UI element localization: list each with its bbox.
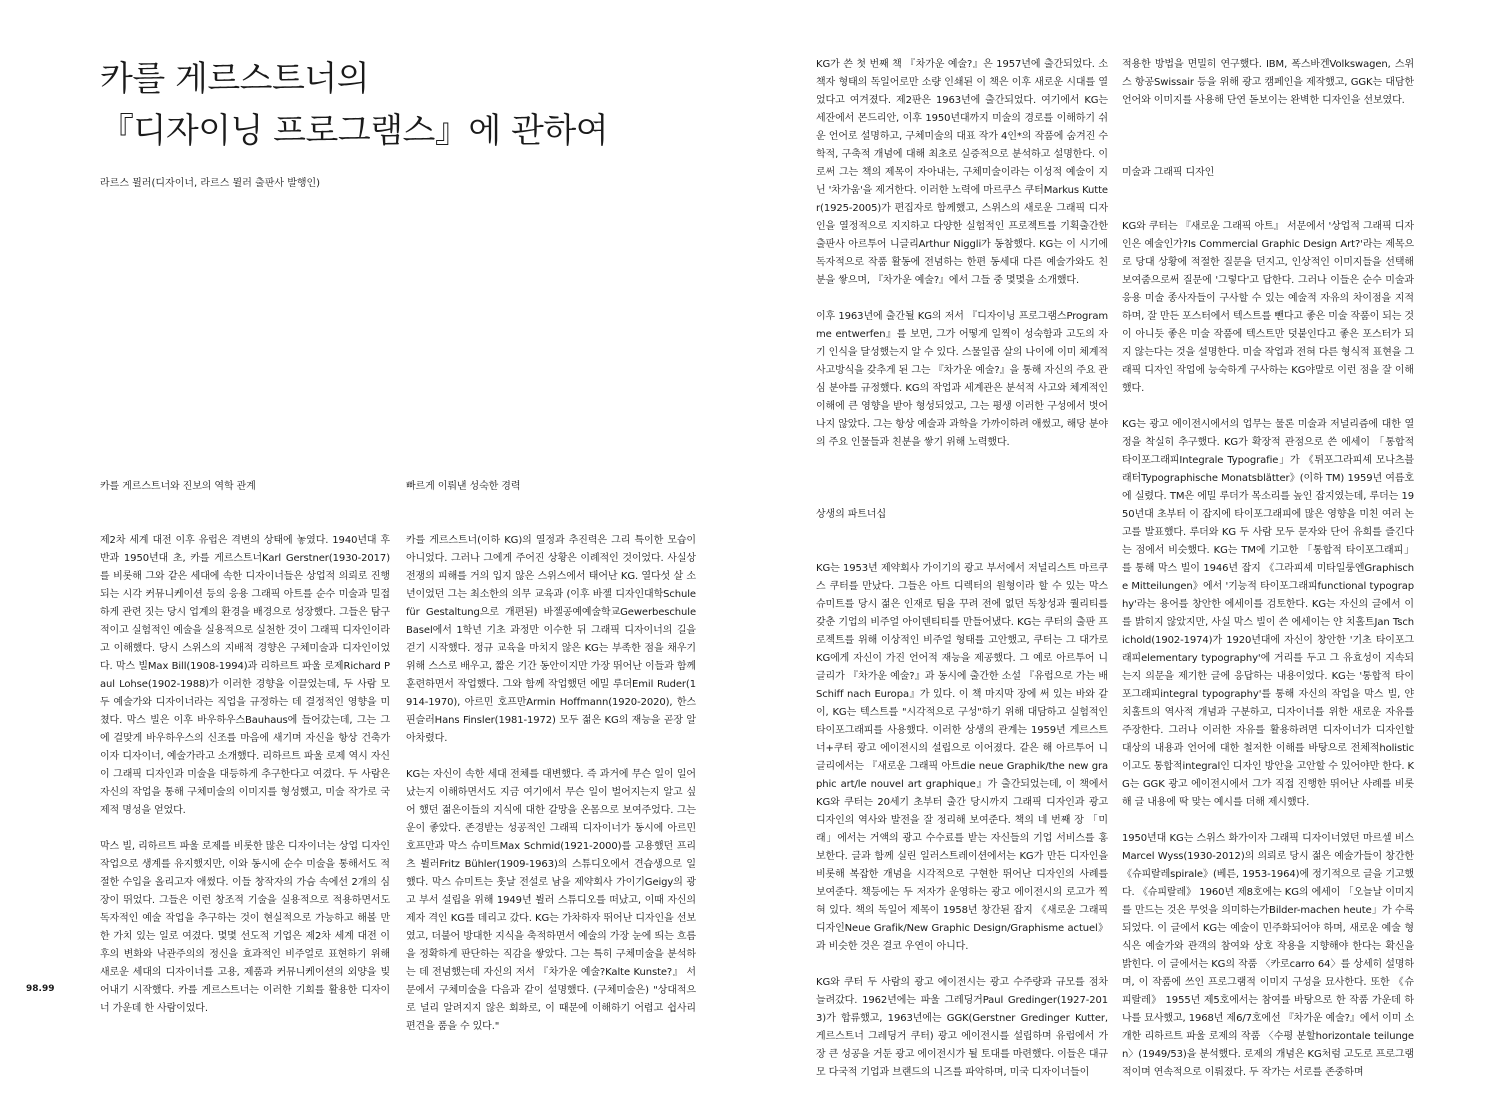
paragraph: 카를 게르스트너(이하 KG)의 열정과 추진력은 그리 특이한 모습이 아니었다. 그러나 그에게 주어진 상황은 이례적인 것이었다. 사실상 전쟁의 피해를 거의 입지 않은 스위스에서 태어난 KG. 열다섯 살 소년이었던 그는 최소한의 의무 교육과 (이후 바젤 디자인대학Schule für Gestaltung으로 개편된) 바젤공예예술학교Gewerbeschule Basel에서 1학년 기초 과정만 이수한 뒤 그래픽 디자이너의 길을 걷기 시작했다. 정규 교육을 마치지 않은 KG는 부족한 점을 채우기 위해 스스로 배우고, 짧은 기간 동안이지만 가장 뛰어난 이들과 함께 훈련하면서 작업했다. 그와 함께 작업했던 에밀 루더Emil Ruder(1914-1970), 아르민 호프만Armin Hoffmann(1920-2020), 한스 핀슬러Hans Finsler(1981-1972) 모두 젊은 KG의 재능을 곧장 알아차렸다. (406, 535, 696, 744)
section-heading: 빠르게 이뤄낸 성숙한 경력 (406, 481, 521, 492)
author-byline: 라르스 뮐러(디자이너, 라르스 뮐러 출판사 발행인) (100, 178, 321, 189)
paragraph: 막스 빌, 리하르트 파울 로제를 비롯한 많은 디자이너는 상업 디자인 작업으로 생계를 유지했지만, 이와 동시에 순수 미술을 통해서도 적절한 수입을 올리고자 애썼다. 이들 창작자의 가슴 속에선 2개의 심장이 뛰었다. 그들은 이런 창조적 기술을 실용적으로 적용하면서도 독자적인 예술 작업을 추구하는 것이 현실적으로 가능하고 해볼 만한 가치 있는 일로 여겼다. 몇몇 선도적 기업은 제2차 세계 대전 이후의 변화와 낙관주의의 정신을 효과적인 비주얼로 표현하기 위해 새로운 세대의 디자이너를 고용, 제품과 커뮤니케이션의 외양을 빚어내기 시작했다. 카를 게르스트너는 이러한 기회를 활용한 디자이너 가운데 한 사람이었다. (100, 841, 390, 1014)
paragraph: KG가 쓴 첫 번째 책 『차가운 예술?』은 1957년에 출간되었다. 소책자 형태의 독일어로만 소량 인쇄된 이 책은 이후 새로운 시대를 열었다고 여겨졌다. 제2판은 1963년에 출간되었다. 여기에서 KG는 세잔에서 몬드리안, 이후 1950년대까지 미술의 경로를 이해하기 쉬운 언어로 설명하고, 구체미술의 대표 작가 4인*의 작품에 숨겨진 수학적, 구축적 개념에 대해 최초로 실증적으로 분석하고 설명한다. 이로써 그는 책의 제목이 자아내는, 구체미술이라는 이성적 예술이 지닌 '차가움'을 제거한다. 이러한 노력에 마르쿠스 쿠터Markus Kutter(1925-2005)가 편집자로 함께했고, 스위스의 새로운 그래픽 디자인을 열정적으로 지지하고 다양한 실험적인 프로젝트를 기획출간한 출판사 아르투어 니글리Arthur Niggli가 동참했다. KG는 이 시기에 독자적으로 작품 활동에 전념하는 한편 동세대 다른 예술가와도 친분을 쌓으며, 『차가운 예술?』에서 그들 중 몇몇을 소개했다. (816, 59, 1108, 286)
paragraph: KG와 쿠터는 『새로운 그래픽 아트』 서문에서 '상업적 그래픽 디자인은 예술인가?Is Commercial Graphic Design Art?'라는 제목으로 당대 상황에 적절한 질문을 던지고, 인상적인 이미지들을 선택해 보여줌으로써 질문에 '그렇다'고 답한다. 그러나 이들은 순수 미술과 응용 미술 종사자들이 구사할 수 있는 예술적 자유의 차이점을 지적하며, 잘 만든 포스터에서 텍스트를 뺀다고 좋은 미술 작품이 되는 것이 아니듯 좋은 미술 작품에 텍스트만 덧붙인다고 좋은 포스터가 되지 않는다는 것을 설명한다. 미술 작업과 전혀 다른 형식적 표현을 그래픽 디자인 작업에 능숙하게 구사하는 KG야말로 이런 점을 잘 이해했다. (1122, 221, 1414, 394)
page-title (100, 53, 780, 157)
column-2 (406, 478, 696, 1054)
column-4 (1122, 56, 1414, 1100)
column-1 (100, 478, 390, 1036)
paragraph: KG와 쿠터 두 사람의 광고 에이전시는 광고 수주량과 규모를 점차 늘려갔다. 1962년에는 파울 그레딩거Paul Gredinger(1927-2013)가 합류했고, 1963년에는 GGK(Gerstner Gredinger Kutter, 게르스트너 그레딩거 쿠터) 광고 에이전시를 설립하며 유럽에서 가장 큰 성공을 거둔 광고 에이전시가 될 토대를 마련했다. 이들은 대규모 다국적 기업과 브랜드의 니즈를 파악하며, 미국 디자이너들이 (816, 977, 1108, 1078)
page-number: 98.99 (26, 984, 55, 994)
section-heading: 미술과 그래픽 디자인 (1122, 167, 1215, 178)
title-line-1: 카를 게르스트너의 (100, 59, 370, 99)
paragraph: 1950년대 KG는 스위스 화가이자 그래픽 디자이너였던 마르셀 비스Marcel Wyss(1930-2012)의 의뢰로 당시 젊은 예술가들이 창간한 《슈피랄레spirale》(베른, 1953-1964)에 정기적으로 글을 기고했다. 《슈피랄레》 1960년 제8호에는 KG의 에세이 「오늘날 이미지를 만드는 것은 무엇을 의미하는가Bilder-machen heute」가 수록되었다. 이 글에서 KG는 예술이 민주화되어야 하며, 새로운 예술 형식은 예술가와 관객의 참여와 상호 작용을 지향해야 한다는 확신을 밝힌다. 이 글에서는 KG의 작품 〈카로carro 64〉를 상세히 설명하며, 이 작품에 쓰인 프로그램적 이미지 구성을 묘사한다. 또한 《슈피랄레》 1955년 제5호에서는 참여를 바탕으로 한 작품 가운데 하나를 묘사했고, 1968년 제6/7호에선 『차가운 예술?』에서 이미 소개한 리하르트 파울 로제의 작품 〈수평 분할horizontale teilungen〉(1949/53)을 분석했다. 로제의 개념은 KG처럼 고도로 프로그램적이며 연속적으로 이뤄졌다. 두 작가는 서로를 존중하며 (1122, 833, 1414, 1078)
paragraph: KG는 1953년 제약회사 가이기의 광고 부서에서 저널리스트 마르쿠스 쿠터를 만났다. 그들은 아트 디렉터의 원형이라 할 수 있는 막스 슈미트를 당시 젊은 인재로 팀을 꾸려 전에 없던 독창성과 퀄리티를 갖춘 기업의 비주얼 아이덴티티를 만들어냈다. KG는 쿠터의 출판 프로젝트를 위해 이상적인 비주얼 형태를 고안했고, 쿠터는 그 대가로 KG에게 자신이 가진 언어적 재능을 제공했다. 그 예로 아르투어 니글리가 『차가운 예술?』과 동시에 출간한 소설 『유럽으로 가는 배Schiff nach Europa』가 있다. 이 책 마지막 장에 써 있는 바와 같이, KG는 텍스트를 "시각적으로 구성"하기 위해 대담하고 실험적인 타이포그래피를 사용했다. 이러한 상생의 관계는 1959년 게르스트너+쿠터 광고 에이전시의 설립으로 이어졌다. 같은 해 아르투어 니글리에서는 『새로운 그래픽 아트die neue Graphik/the new graphic art/le nouvel art graphique』가 출간되었는데, 이 책에서 KG와 쿠터는 20세기 초부터 출간 당시까지 그래픽 디자인과 광고 디자인의 역사와 발전을 잘 정리해 보여준다. 책의 네 번째 장 「미래」에서는 거액의 광고 수수료를 받는 자신들의 기업 서비스를 홍보한다. 글과 함께 실린 일러스트레이션에서는 KG가 만든 디자인을 비롯해 복잡한 개념을 시각적으로 구현한 뛰어난 디자인의 사례를 보여준다. 책등에는 두 저자가 운영하는 광고 에이전시의 로고가 찍혀 있다. 책의 독일어 제목이 1958년 창간된 잡지 《새로운 그래픽 디자인Neue Grafik/New Graphic Design/Graphisme actuel》과 비슷한 것은 결코 우연이 아니다. (816, 563, 1108, 952)
paragraph: KG는 자신이 속한 세대 전체를 대변했다. 즉 과거에 무슨 일이 일어났는지 이해하면서도 지금 여기에서 무슨 일이 벌어지는지 알고 싶어 했던 젊은이들의 지식에 대한 갈망을 온몸으로 보여주었다. 그는 운이 좋았다. 존경받는 성공적인 그래픽 디자이너가 동시에 아르민 호프만과 막스 슈미트Max Schmid(1921-2000)를 고용했던 프리츠 뷜러Fritz Bühler(1909-1963)의 스튜디오에서 견습생으로 일했다. 막스 슈미트는 훗날 전설로 남을 제약회사 가이기Geigy의 광고 부서 설립을 위해 1949년 뷜러 스튜디오를 떠났고, 이때 자신의 제자 격인 KG를 데리고 갔다. KG는 가차하자 뛰어난 디자인을 선보였고, 더불어 방대한 지식을 축적하면서 예술의 가장 눈에 띄는 흐름을 정확하게 판단하는 직감을 쌓았다. 그는 특히 구체미술을 분석하는 데 전념했는데 자신의 저서 『차가운 예술?Kalte Kunste?』 서문에서 구체미술을 다음과 같이 설명했다. (구체미술은) "상대적으로 널리 알려지지 않은 회화로, 이 때문에 이해하기 어렵고 쉽사리 편견을 품을 수 있다." (406, 769, 696, 1032)
section-heading: 카를 게르스트너와 진보의 역학 관계 (100, 481, 256, 492)
paragraph: 제2차 세계 대전 이후 유럽은 격변의 상태에 놓였다. 1940년대 후반과 1950년대 초, 카를 게르스트너Karl Gerstner(1930-2017)를 비롯해 그와 같은 세대에 속한 디자이너들은 상업적 의뢰로 진행되는 시각 커뮤니케이션 등의 응용 그래픽 아트를 순수 미술과 밀접하게 관련 짓는 당시 업계의 환경을 배경으로 성장했다. 그들은 탐구적이고 실험적인 예술을 실용적으로 실천한 것이 그래픽 디자인이라고 이해했다. 당시 스위스의 지배적 경향은 구체미술과 디자인이었다. 막스 빌Max Bill(1908-1994)과 리하르트 파울 로제Richard Paul Lohse(1902-1988)가 이러한 경향을 이끌었는데, 두 사람 모두 예술가와 디자이너라는 직업을 규정하는 데 결정적인 영향을 미쳤다. 막스 빌은 이후 바우하우스Bauhaus에 들어갔는데, 그는 그에 걸맞게 바우하우스의 신조를 마음에 새기며 자신을 항상 건축가이자 디자이너, 예술가라고 소개했다. 리하르트 파울 로제 역시 자신이 그래픽 디자인과 미술을 대등하게 추구한다고 여겼다. 두 사람은 자신의 작업을 통해 구체미술의 이미지를 형성했고, 미술 작가로 국제적 명성을 얻었다. (100, 535, 390, 816)
column-3 (816, 56, 1108, 1100)
title-line-2: 『디자이닝 프로그램스』에 관하여 (100, 111, 609, 151)
paragraph: 적용한 방법을 면밀히 연구했다. IBM, 폭스바겐Volkswagen, 스위스 항공Swissair 등을 위해 광고 캠페인을 제작했고, GGK는 대담한 언어와 이미지를 사용해 단연 돋보이는 완벽한 디자인을 선보였다. (1122, 59, 1414, 106)
paragraph: 이후 1963년에 출간될 KG의 저서 『디자이닝 프로그램스Programme entwerfen』를 보면, 그가 어떻게 일찍이 성숙함과 고도의 자기 인식을 달성했는지 알 수 있다. 스물일곱 살의 나이에 이미 체계적 사고방식을 갖추게 된 그는 『차가운 예술?』을 통해 자신의 주요 관심 분야를 규정했다. KG의 작업과 세계관은 분석적 사고와 체계적인 이해에 큰 영향을 받아 형성되었고, 그는 평생 이러한 구성에서 벗어나지 않았다. 그는 항상 예술과 과학을 가까이하려 애썼고, 해당 분야의 주요 인물들과 친분을 쌓기 위해 노력했다. (816, 311, 1108, 448)
paragraph: KG는 광고 에이전시에서의 업무는 물론 미술과 저널리즘에 대한 열정을 착실히 추구했다. KG가 확장적 관점으로 쓴 에세이 「통합적 타이포그래피Integrale Typografie」가 《튀포그라피셰 모나츠블래터Typographische Monatsblätter》(이하 TM) 1959년 여름호에 실렸다. TM은 에밀 루더가 목소리를 높인 잡지였는데, 루더는 1950년대 초부터 이 잡지에 타이포그래피에 많은 영향을 미친 여러 논고를 발표했다. 루더와 KG 두 사람 모두 문자와 단어 유희를 즐긴다는 점에서 비슷했다. KG는 TM에 기고한 「통합적 타이포그래피」를 통해 막스 빌이 1946년 잡지 《그라피셰 미타일룽엔Graphische Mitteilungen》에서 '기능적 타이포그래피functional typography'라는 용어를 창안한 에세이를 검토한다. KG는 자신의 글에서 이를 밝히지 않았지만, 사실 막스 빌이 쓴 에세이는 얀 치홀트Jan Tschichold(1902-1974)가 1920년대에 자신이 창안한 '기초 타이포그래피elementary typography'에 거리를 두고 그 유효성이 지속되는지 의문을 제기한 글에 응답하는 내용이었다. KG는 '통합적 타이포그래피integral typography'를 통해 자신의 작업을 막스 빌, 얀 치홀트의 역사적 개념과 구분하고, 디자이너를 위한 새로운 자유를 주장한다. 그러나 이러한 자유를 활용하려면 디자이너가 디자인할 대상의 내용과 언어에 대한 철저한 이해를 바탕으로 전체적holistic이고도 통합적integral인 디자인 방안을 고안할 수 있어야만 한다. KG는 GGK 광고 에이전시에서 그가 직접 진행한 뛰어난 사례를 비롯해 글 내용에 딱 맞는 예시를 더해 제시했다. (1122, 419, 1414, 808)
section-heading: 상생의 파트너십 (816, 509, 886, 520)
